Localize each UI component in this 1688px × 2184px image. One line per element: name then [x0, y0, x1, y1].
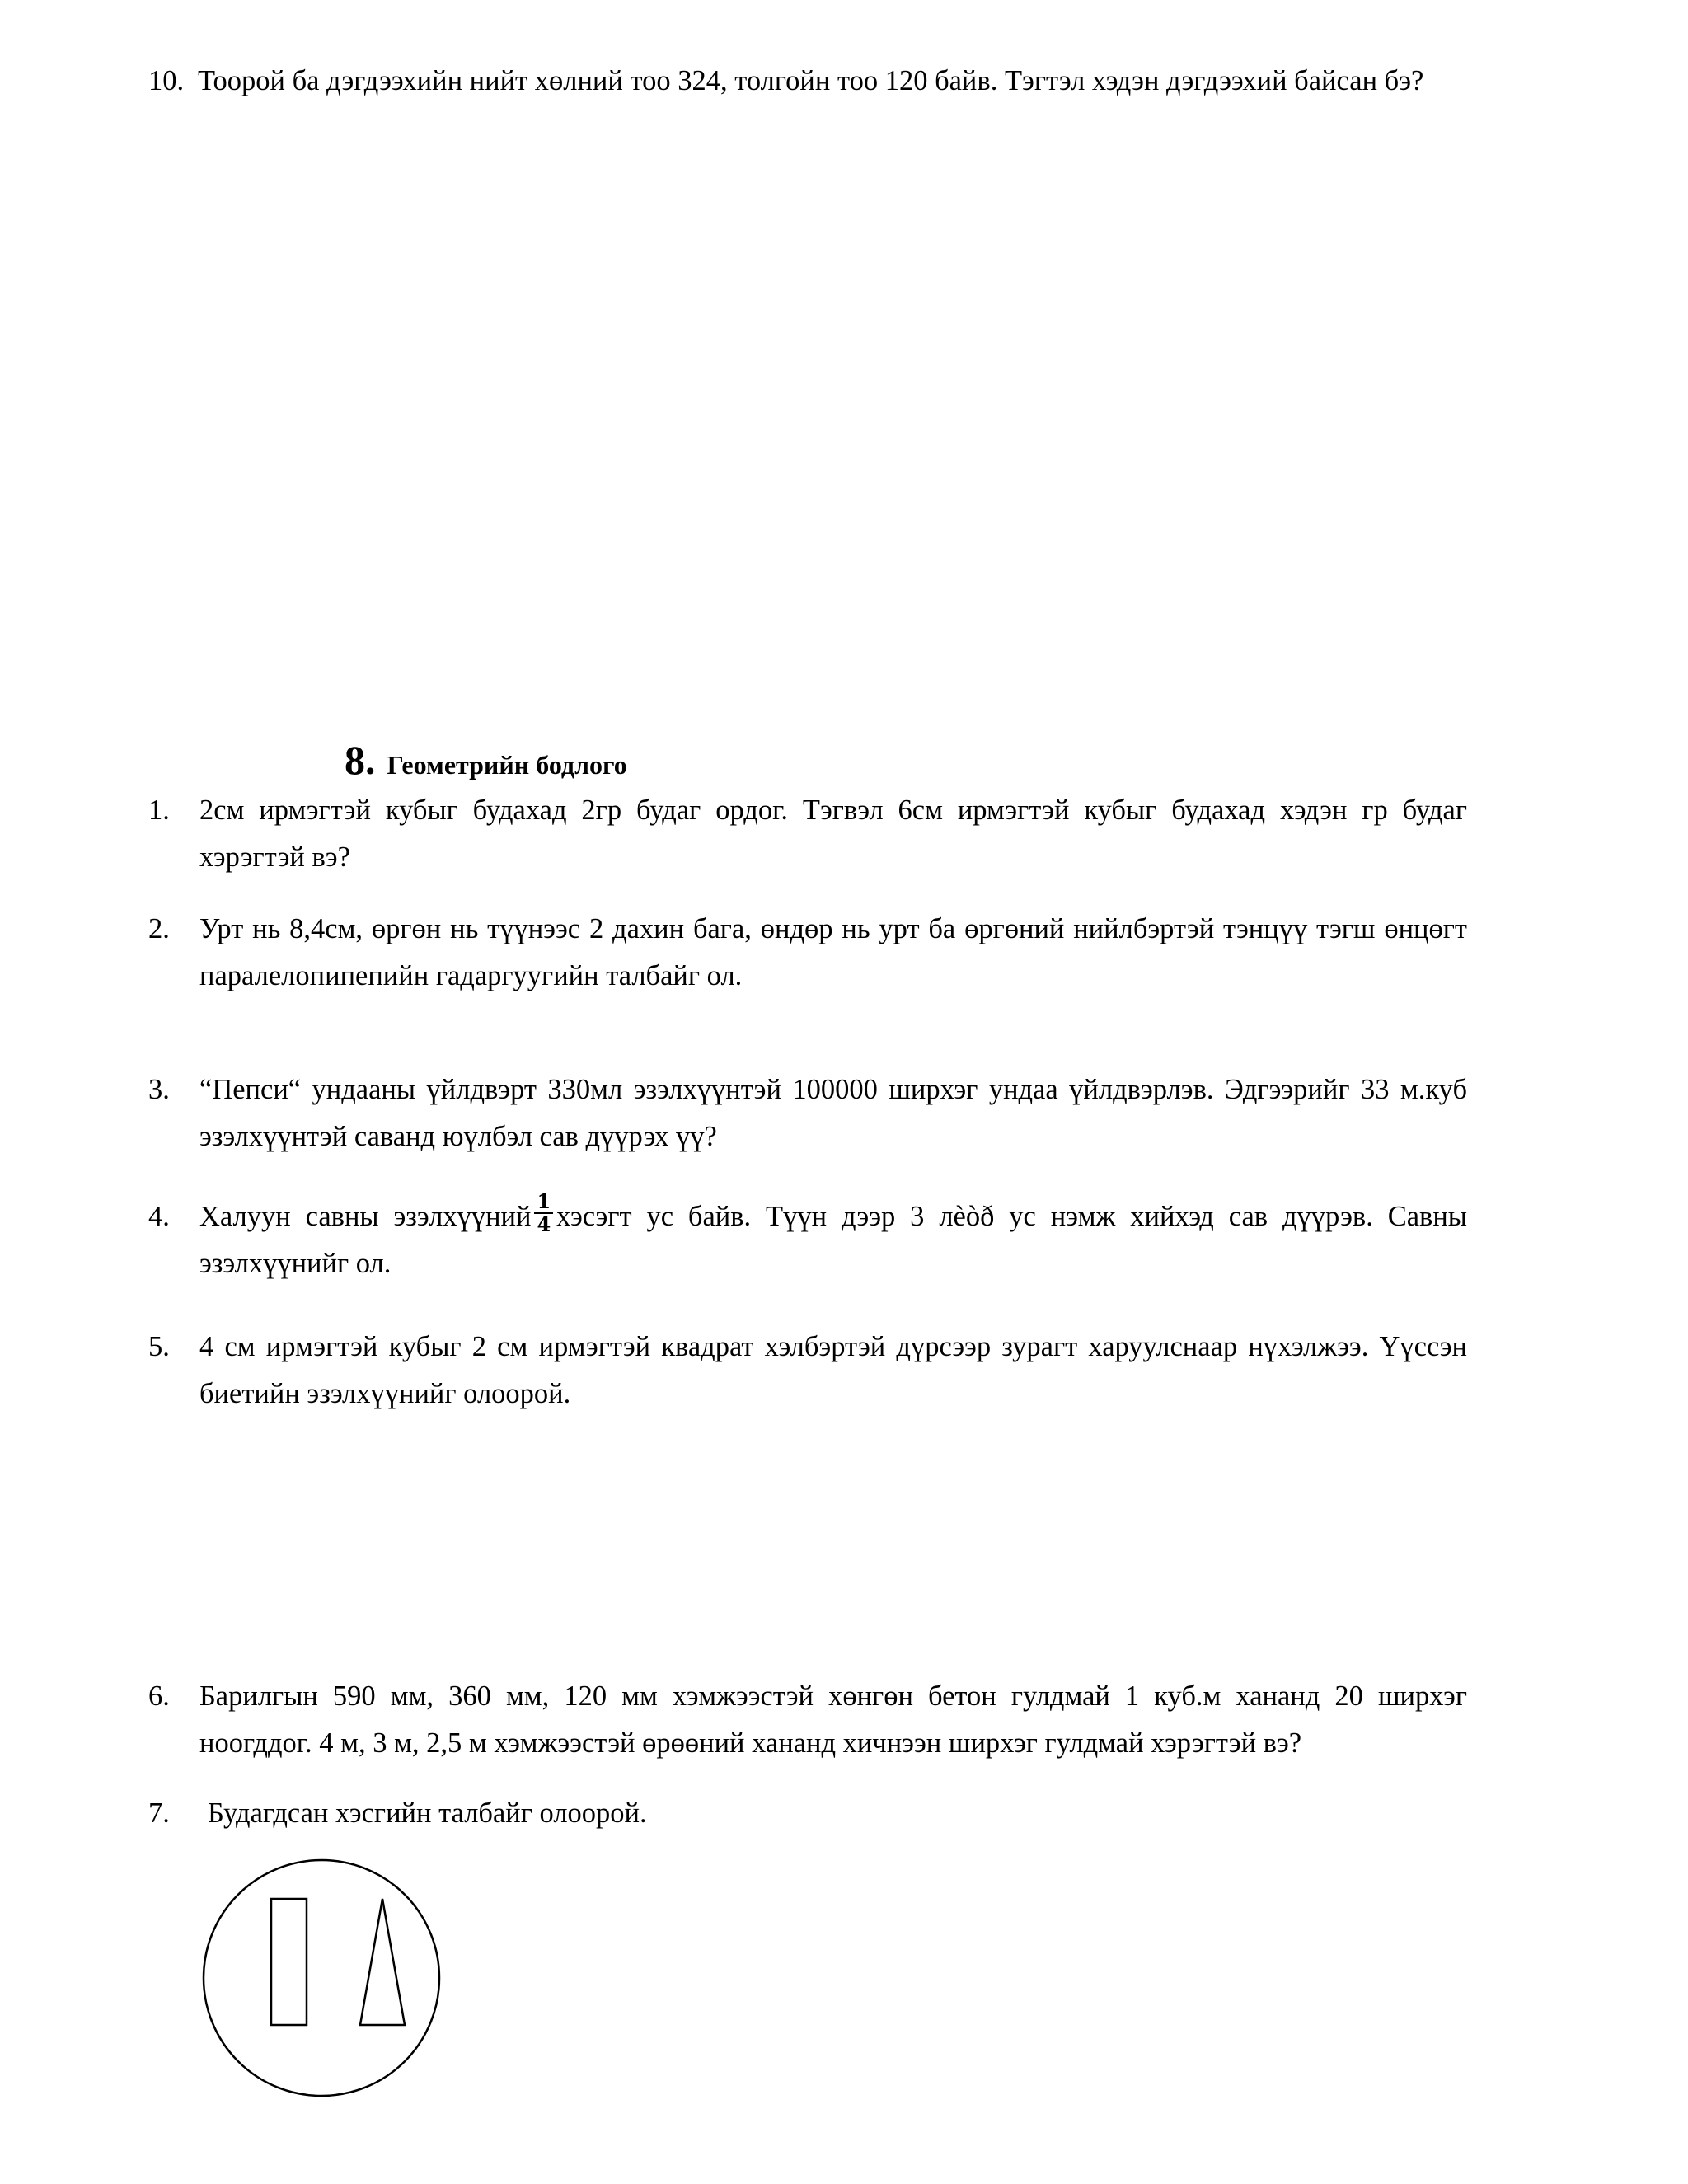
problem-6 [148, 1673, 1467, 1767]
problem-3 [148, 1066, 1467, 1160]
problem-number: 2. [148, 913, 170, 944]
problem-text: “Пепси“ ундааны үйлдвэрт 330мл эзэлхүүнтэй 100000 ширхэг ундаа үйлдвэрлэв. Эдгээрийг 33 м.куб эзэлхүүнтэй саванд юүлбэл сав дүүрэх үү? [199, 1074, 1467, 1152]
problem-text: Барилгын 590 мм, 360 мм, 120 мм хэмжээстэй хөнгөн бетон гулдмай 1 куб.м хананд 20 ширхэг ноогддог. 4 м, 3 м, 2,5 м хэмжээстэй өрөөний хананд хичнээн ширхэг гулдмай хэрэгтэй вэ? [199, 1680, 1467, 1759]
problem-text: 2см ирмэгтэй кубыг будахад 2гр будаг ордог. Тэгвэл 6см ирмэгтэй кубыг будахад хэдэн гр будаг хэрэгтэй вэ? [199, 794, 1467, 873]
figure-svg [199, 1857, 447, 2104]
fraction-numerator: 1 [537, 1189, 551, 1214]
problem-number: 5. [148, 1331, 170, 1362]
problem-10 [148, 58, 1467, 105]
problem-text-after: хэсэгт ус байв. Түүн дээр 3 лèòð ус нэмж хийхэд сав дүүрэв. Савны эзэлхүүнийг ол. [199, 1201, 1467, 1279]
problem-number: 6. [148, 1680, 170, 1712]
triangle-shape [360, 1899, 405, 2025]
outer-circle [204, 1860, 439, 2096]
problem-text: Тоорой ба дэгдээхийн нийт хөлний тоо 324, толгойн тоо 120 байв. Тэгтэл хэдэн дэгдээхий байсан бэ? [198, 65, 1424, 96]
problem-text: Будагдсан хэсгийн талбайг олоорой. [208, 1797, 647, 1829]
problem-text: 4 см ирмэгтэй кубыг 2 см ирмэгтэй квадрат хэлбэртэй дүрсээр зурагт харуулснаар нүхэлжээ. Үүссэн биетийн эзэлхүүнийг олоорой. [199, 1331, 1467, 1409]
problem-number: 10. [148, 65, 185, 96]
rectangle-shape [271, 1899, 307, 2025]
section-heading [345, 736, 627, 784]
problem-4 [148, 1189, 1467, 1287]
problem-number: 1. [148, 794, 170, 826]
problem-text [148, 1189, 1467, 1287]
problem-text: Урт нь 8,4см, өргөн нь түүнээс 2 дахин бага, өндөр нь урт ба өргөний нийлбэртэй тэнцүү тэгш өнцөгт паралелопипепийн гадаргуугийн талбайг ол. [199, 913, 1467, 991]
fraction-denominator: 4 [534, 1212, 553, 1235]
problem-2 [148, 906, 1467, 1000]
problem-number: 7. [148, 1797, 170, 1829]
problem-7 [148, 1790, 1467, 1837]
fraction [534, 1191, 553, 1235]
section-number: 8. [345, 737, 376, 783]
problem-1 [148, 787, 1467, 881]
problem-number: 4. [148, 1201, 170, 1232]
problem-text-before: Халуун савны эзэлхүүний [199, 1201, 532, 1232]
problem-5 [148, 1324, 1467, 1418]
section-title: Геометрийн бодлого [387, 750, 627, 780]
shaded-area-figure [199, 1857, 447, 2108]
problem-number: 3. [148, 1074, 170, 1105]
